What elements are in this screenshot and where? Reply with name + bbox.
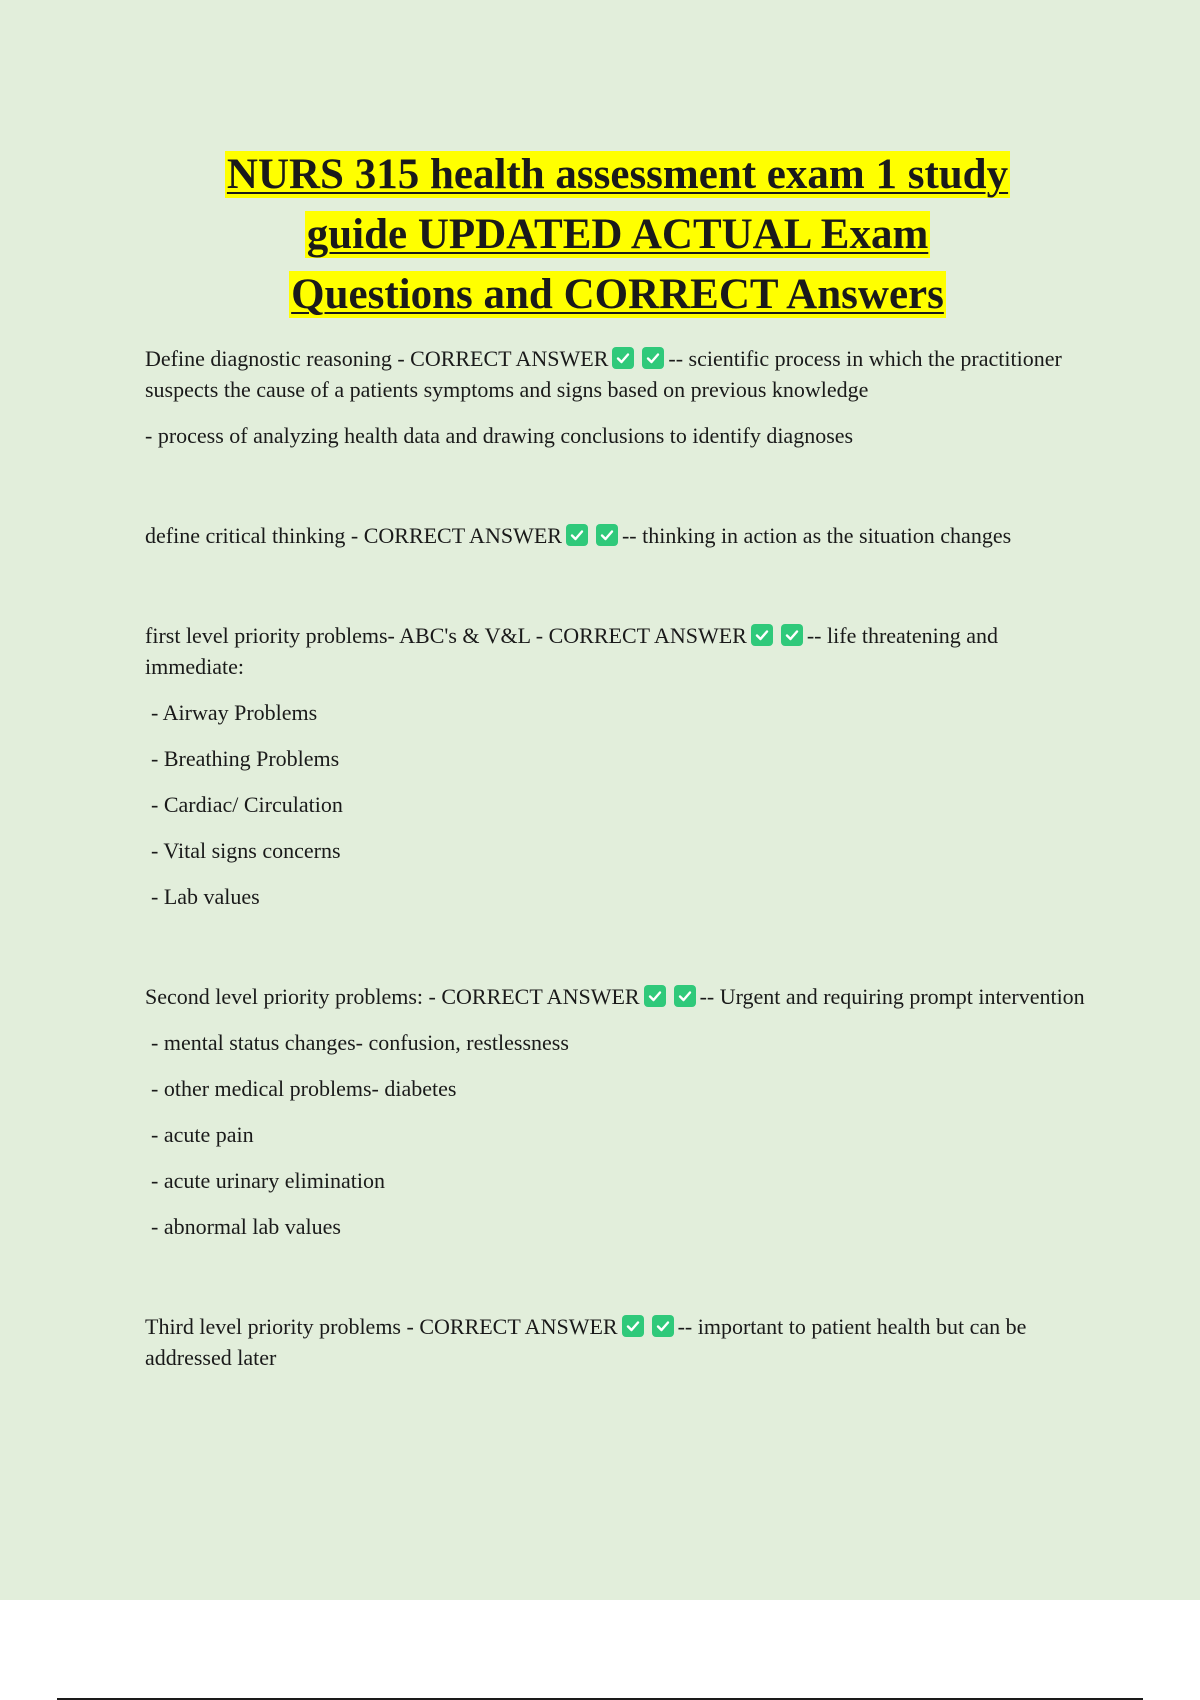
qa-entry [145, 1311, 1095, 1373]
correct-answer-label: CORRECT ANSWER [548, 623, 747, 648]
list-item: - Cardiac/ Circulation [151, 792, 343, 817]
list-item: - Breathing Problems [151, 746, 340, 771]
check-mark-icon [596, 524, 618, 546]
correct-answer-label: CORRECT ANSWER [441, 984, 640, 1009]
qa-item-third-level-priority [145, 1311, 1095, 1373]
qa-entry [145, 343, 1095, 405]
correct-answer-label: CORRECT ANSWER [410, 346, 609, 371]
check-mark-icon [642, 347, 664, 369]
check-mark-icon [644, 985, 666, 1007]
qa-item-first-level-priority [145, 620, 1095, 912]
list-item: - acute pain [151, 1122, 254, 1147]
list-item: - mental status changes- confusion, restlessness [151, 1030, 569, 1055]
qa-entry [145, 520, 1095, 551]
check-mark-icon [781, 624, 803, 646]
question-text: define critical thinking - [145, 523, 364, 548]
question-text: Second level priority problems: - [145, 984, 442, 1009]
list-item: - other medical problems- diabetes [151, 1076, 457, 1101]
answer-text: -- important to patient health but can be addressed later [145, 1314, 1027, 1370]
qa-entry [145, 620, 1095, 682]
qa-item-diagnostic-reasoning [145, 343, 1095, 451]
answer-text: -- thinking in action as the situation changes [621, 523, 1012, 548]
answer-text: -- scientific process in which the practitioner suspects the cause of a patients symptoms and signs based on previous knowledge [145, 346, 1062, 402]
answer-continuation: - process of analyzing health data and drawing conclusions to identify diagnoses [145, 423, 854, 448]
check-mark-icon [622, 1315, 644, 1337]
check-mark-icon [674, 985, 696, 1007]
correct-answer-label: CORRECT ANSWER [419, 1314, 618, 1339]
check-mark-icon [751, 624, 773, 646]
qa-entry [145, 981, 1095, 1012]
study-guide-content [145, 343, 1095, 1373]
list-item: - acute urinary elimination [151, 1168, 385, 1193]
list-item: - Vital signs concerns [151, 838, 341, 863]
correct-answer-label: CORRECT ANSWER [363, 523, 562, 548]
answer-list [145, 697, 1095, 912]
qa-item-second-level-priority [145, 981, 1095, 1242]
question-text: Define diagnostic reasoning - [145, 346, 411, 371]
answer-text: -- life threatening and immediate: [145, 623, 999, 679]
title-line: Questions and CORRECT Answers [291, 271, 944, 318]
question-text: first level priority problems- ABC's & V&L - [145, 623, 549, 648]
list-item: - Lab values [151, 884, 260, 909]
list-item: - Airway Problems [151, 700, 318, 725]
question-text: Third level priority problems - [145, 1314, 420, 1339]
answer-list [145, 1027, 1095, 1242]
qa-item-critical-thinking [145, 520, 1095, 551]
answer-text: -- Urgent and requiring prompt intervention [699, 984, 1085, 1009]
check-mark-icon [612, 347, 634, 369]
list-item: - abnormal lab values [151, 1214, 341, 1239]
check-mark-icon [566, 524, 588, 546]
check-mark-icon [652, 1315, 674, 1337]
title-line: guide UPDATED ACTUAL Exam [306, 211, 929, 258]
title-line: NURS 315 health assessment exam 1 study [226, 151, 1009, 198]
document-title [130, 145, 1105, 325]
